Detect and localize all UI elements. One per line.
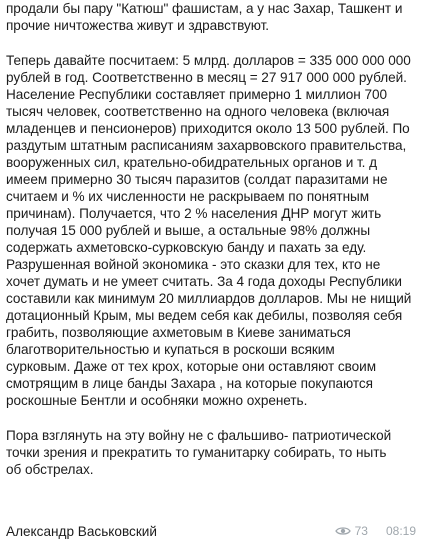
text-line: Теперь давайте посчитаем: 5 млрд. долларов = 335 000 000 000: [6, 53, 411, 68]
text-line: прочие ничтожества живут и здравствуют.: [6, 18, 269, 33]
text-line: об обстрелах.: [6, 462, 94, 477]
text-line: получая 15 000 рублей и выше, а остальные 98% должны: [6, 223, 371, 238]
paragraph-2: [6, 52, 416, 409]
message-meta: [335, 524, 416, 538]
text-line: точки зрения и прекратить то гуманитарку собирать, то ныть: [6, 445, 387, 460]
text-line: вооруженных сил, крательно-обидрательных органов и т. д: [6, 155, 377, 170]
message-footer: [6, 522, 416, 540]
paragraph-gap: [6, 409, 416, 427]
text-line: рублей в год. Соответственно в месяц = 27 917 000 000 рублей.: [6, 70, 407, 85]
message-text: [6, 0, 416, 478]
views-count: 73: [354, 524, 368, 538]
text-line: считаем и % их численности не раскрываем по понятным: [6, 189, 370, 204]
text-line: составили как минимум 20 миллиардов долларов. Мы не нищий: [6, 291, 412, 306]
text-line: причинам). Получается, что 2 % населения ДНР могут жить: [6, 206, 382, 221]
text-line: имеем примерно 30 тысяч паразитов (солдат паразитами не: [6, 172, 388, 187]
text-line: младенцев и пенсионеров) приходится около 13 500 рублей. По: [6, 121, 410, 136]
text-line: Разрушенная войной экономика - это сказки для тех, кто не: [6, 257, 381, 272]
text-line: грабить, позволяющие ахметовым в Киеве заниматься: [6, 325, 351, 340]
text-line: содержать ахметовско-сурковскую банду и пахать за еду.: [6, 240, 367, 255]
text-line: раздутым штатным расписаниям захарвовского правительства,: [6, 138, 407, 153]
text-line: благотворительностью и купаться в роскоши всяким: [6, 342, 335, 357]
paragraph-gap: [6, 34, 416, 52]
text-line: тысяч человек, соответственно на одного человека (включая: [6, 104, 390, 119]
text-line: Пора взглянуть на эту войну не с фальшиво- патриотической: [6, 428, 392, 443]
message-time: 08:19: [385, 524, 416, 538]
author-signature: Александр Васьковский: [6, 523, 157, 539]
text-line: сурковым. Даже от тех крох, которые они оставляют своим: [6, 359, 376, 374]
text-line: дотационный Крым, мы ведем себя как дебилы, позволяя себя: [6, 308, 403, 323]
text-line: продали бы пару "Катюш" фашистам, а у нас Захар, Ташкент и: [6, 1, 403, 16]
text-line: роскошные Бентли и особняки можно охренеть.: [6, 393, 308, 408]
eye-icon: [335, 525, 351, 537]
paragraph-3: [6, 427, 416, 478]
paragraph-1: [6, 0, 416, 34]
text-line: смотрящим в лице банды Захара , на которые покупаются: [6, 376, 373, 391]
text-line: хочет думать и не умеет считать. За 4 года доходы Республики: [6, 274, 402, 289]
text-line: Население Республики составляет примерно 1 миллион 700: [6, 87, 388, 102]
